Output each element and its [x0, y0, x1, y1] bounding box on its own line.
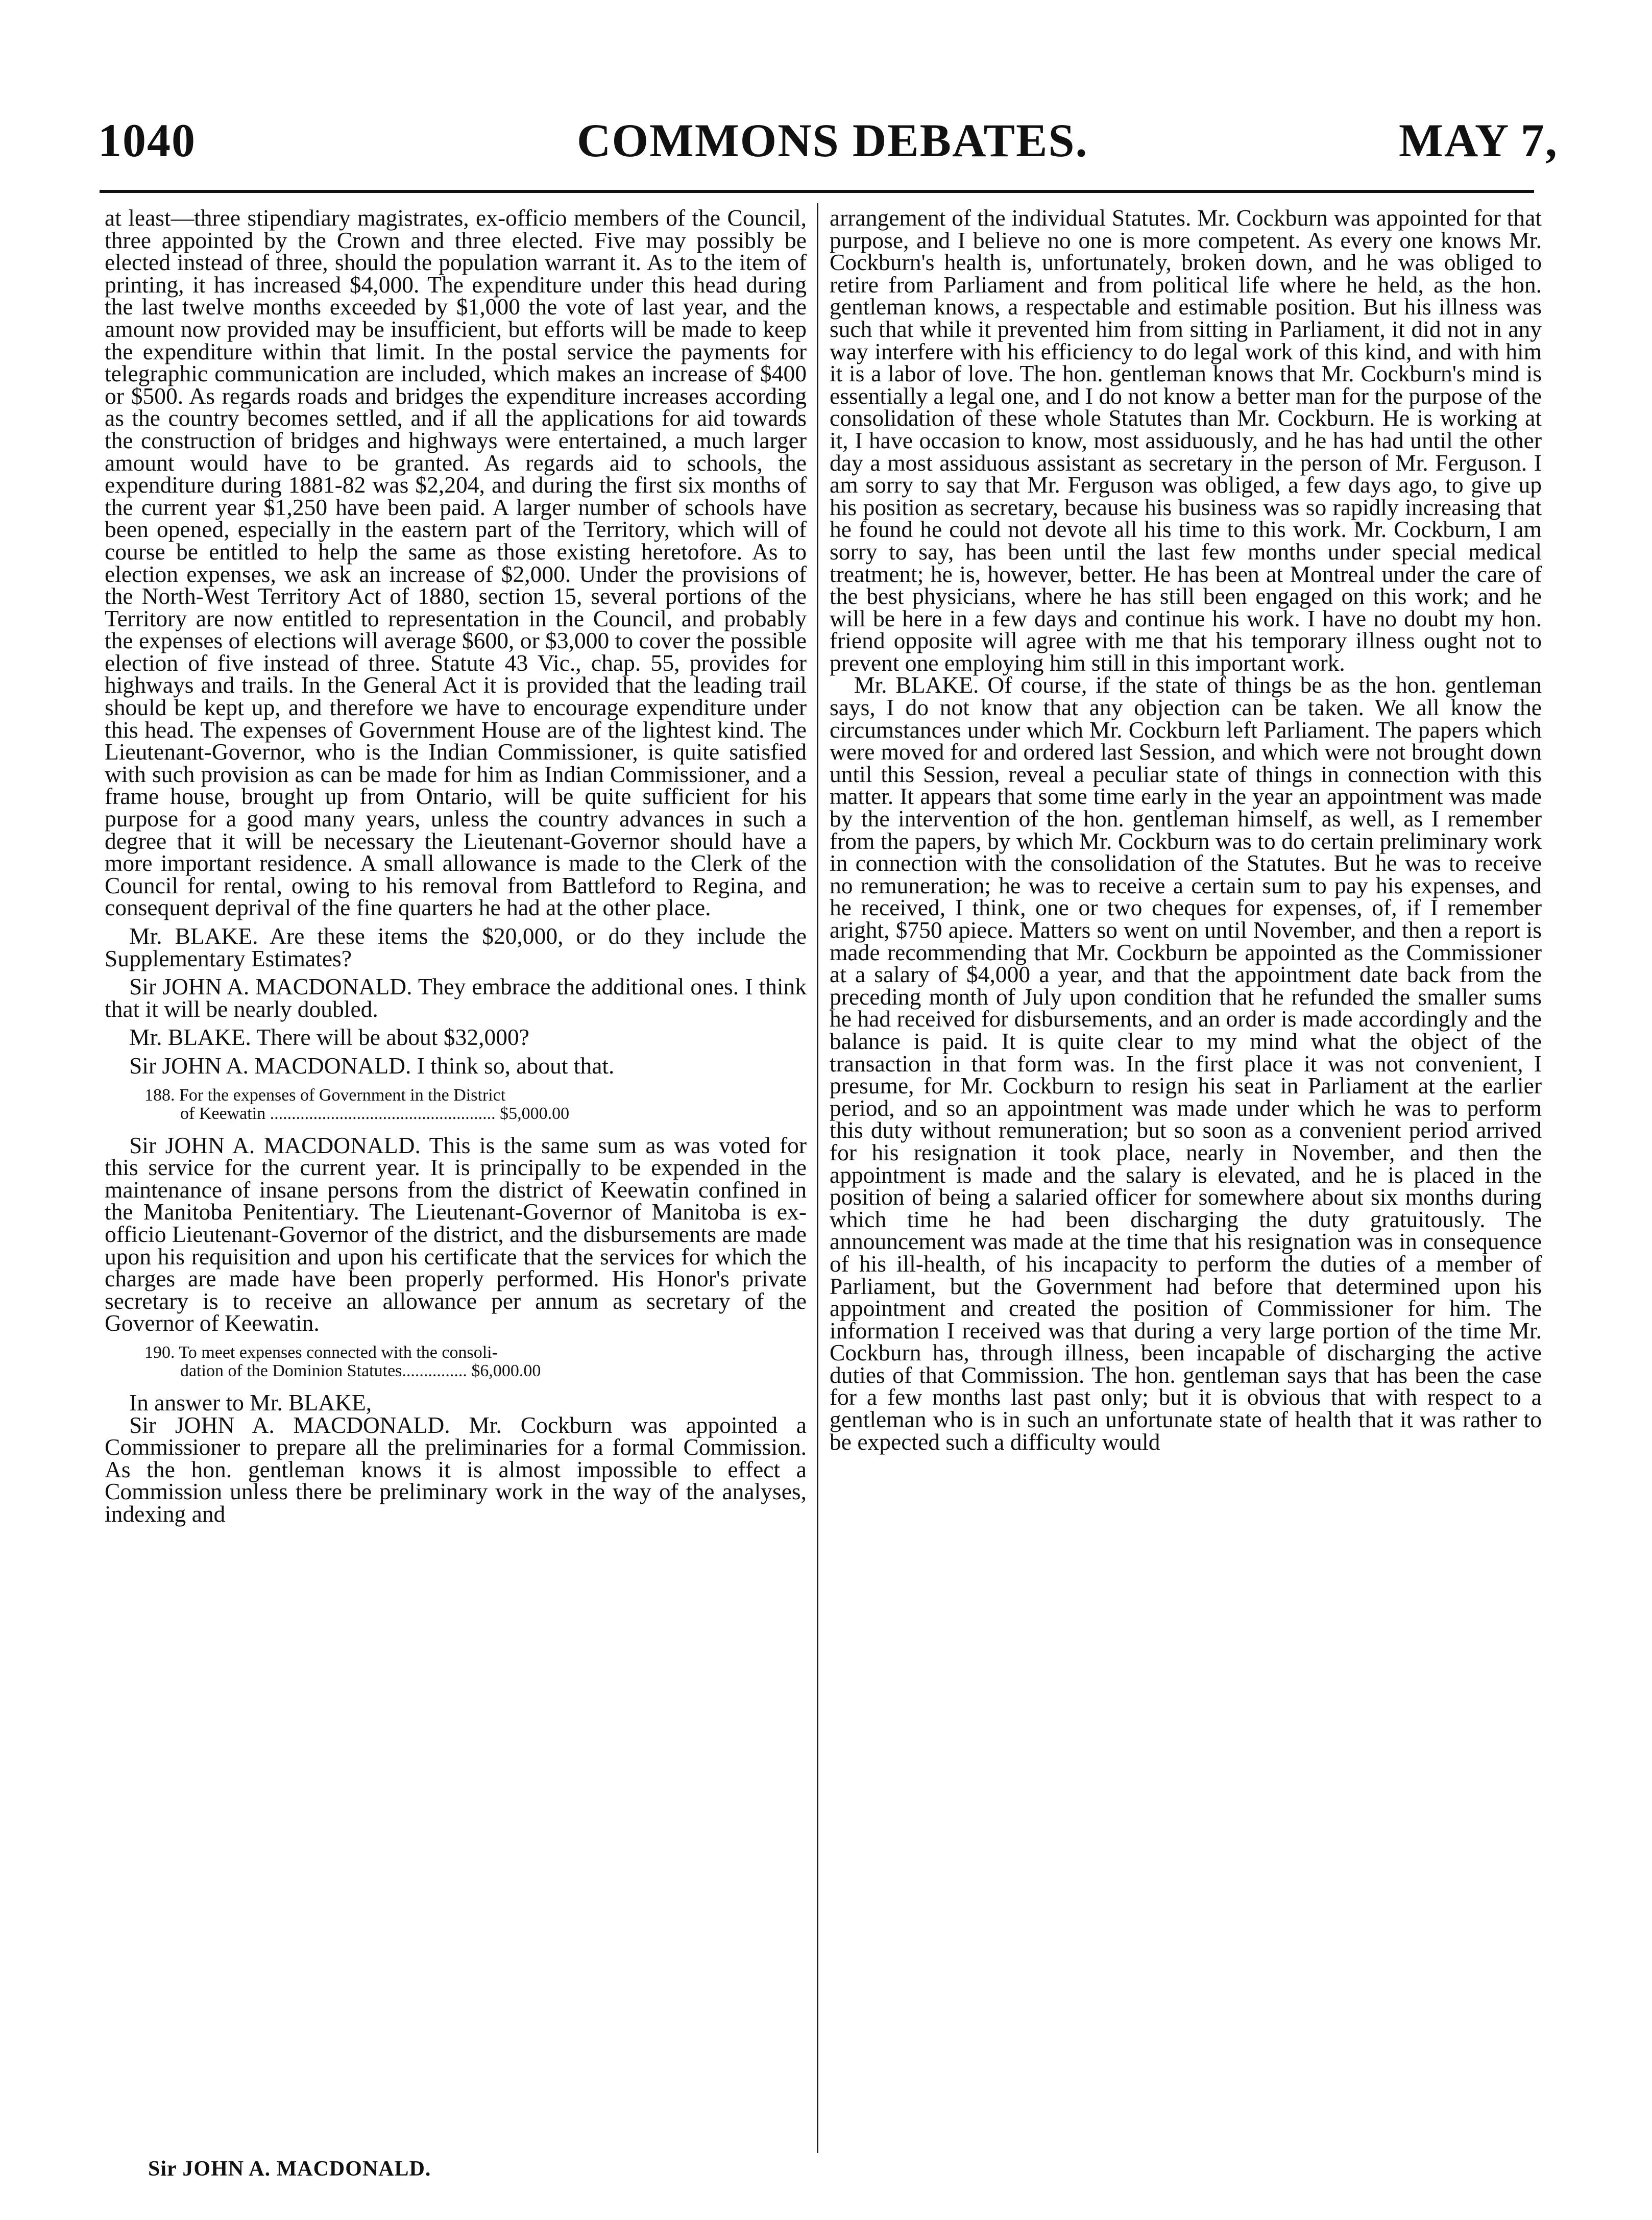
paragraph: Sir JOHN A. MACDONALD. Mr. Cockburn was appointed a Commissioner to prepare all the preliminaries for a formal Commission. As the hon. gentleman knows it is almost impossible to effect a Commission unless there be preliminary work in the way of the analyses, indexing and: [105, 1411, 807, 1527]
estimate-item-continuation: dation of the Dominion Statutes............... $6,000.00: [180, 1361, 541, 1380]
paragraph: arrangement of the individual Statutes. Mr. Cockburn was appointed for that purpose, and I believe no one is more competent. As every one knows Mr. Cockburn's health is, unfortunately, broken down, and he was obliged to retire from Parliament and from political life where he held, as the hon. gentleman knows, a respectable and estimable position. But his illness was such that while it prevented him from sitting in Parliament, it did not in any way interfere with his efficiency to do legal work of this kind, and with him it is a labor of love. The hon. gentleman knows that Mr. Cockburn's mind is essentially a legal one, and I do not know a better man for the purpose of the consolidation of these whole Statutes than Mr. Cockburn. He is working at it, I have occasion to know, most assiduously, and he has had until the other day a most assiduous assistant as secretary in the person of Mr. Ferguson. I am sorry to say that Mr. Ferguson was obliged, a few days ago, to give up his position as secretary, because his business was so rapidly increasing that he found he could not devote all his time to this work. Mr. Cockburn, I am sorry to say, has been until the last few months under special medical treatment; he is, however, better. He has been at Montreal under the care of the best physicians, where he has still been engaged on this work; and he will be here in a few days and continue his work. I have no doubt my hon. friend opposite will agree with me that his temporary illness ought not to prevent one employing him still in this important work.: [830, 205, 1542, 676]
running-footer-name: Sir JOHN A. MACDONALD.: [148, 2157, 431, 2181]
paragraph: at least—three stipendiary magistrates, ex-officio members of the Council, three appointed by the Crown and three elected. Five may possibly be elected instead of three, should the population warrant it. As to the item of printing, it has increased $4,000. The expenditure under this head during the last twelve months exceeded by $1,000 the vote of last year, and the amount now provided may be insufficient, but efforts will be made to keep the expenditure within that limit. In the postal service the payments for telegraphic communication are included, which makes an increase of $400 or $500. As regards roads and bridges the expenditure increases according as the country becomes settled, and if all the applications for aid towards the construction of bridges and highways were entertained, a much larger amount would have to be granted. As regards aid to schools, the expenditure during 1881-82 was $2,204, and during the first six months of the current year $1,250 have been paid. A larger number of schools have been opened, especially in the eastern part of the Territory, which will of course be entitled to help the same as those existing heretofore. As to election expenses, we ask an increase of $2,000. Under the provisions of the North-West Territory Act of 1880, section 15, several portions of the Territory are now entitled to representation in the Council, and probably the expenses of elections will average $600, or $3,000 to cover the possible election of five instead of three. Statute 43 Vic., chap. 55, provides for highways and trails. In the General Act it is provided that the leading trail should be kept up, and therefore we have to encourage expenditure under this head. The expenses of Government House are of the lightest kind. The Lieutenant-Governor, who is the Indian Commissioner, is quite satisfied with such provision as can be made for him as Indian Commissioner, and a frame house, brought up from Ontario, will be quite sufficient for his purpose for a good many years, unless the country advances in such a degree that it will be necessary the Lieutenant-Governor should have a more important residence. A small allowance is made to the Clerk of the Council for rental, owing to his removal from Battleford to Regina, and consequent deprival of the fine quarters he had at the other place.: [105, 205, 807, 921]
estimate-amount: $6,000.00: [471, 1361, 541, 1380]
paragraph: In answer to Mr. BLAKE,: [129, 1389, 372, 1416]
estimate-amount: $5,000.00: [500, 1104, 570, 1123]
page-date: MAY 7,: [1399, 114, 1558, 166]
header-rule: [100, 190, 1534, 193]
paragraph: Sir JOHN A. MACDONALD. They embrace the additional ones. I think that it will be nearly doubled.: [105, 973, 807, 1022]
estimate-item-190: [105, 1344, 807, 1380]
right-column: [830, 207, 1542, 1453]
estimate-item-188: [105, 1086, 807, 1123]
paragraph: Sir JOHN A. MACDONALD. I think so, about that.: [129, 1052, 615, 1079]
left-column: [105, 207, 807, 1525]
paragraph: Mr. BLAKE. Of course, if the state of things be as the hon. gentleman says, I do not know that any objection can be taken. We all know the circumstances under which Mr. Cockburn left Parliament. The papers which were moved for and ordered last Session, and which were not brought down until this Session, reveal a peculiar state of things in connection with this matter. It appears that some time early in the year an appointment was made by the intervention of the hon. gentleman himself, as well, as I remember from the papers, by which Mr. Cockburn was to do certain preliminary work in connection with the consolidation of the Statutes. But he was to receive no remuneration; he was to receive a certain sum to pay his expenses, and he received, I think, one or two cheques for expenses, of, if I remember aright, $750 apiece. Matters so went on until November, and then a report is made recommending that Mr. Cockburn be appointed as the Commissioner at a salary of $4,000 a year, and that the appointment date back from the preceding month of July upon condition that he refunded the smaller sums he had received for disbursements, and an order is made accordingly and the balance is paid. It is quite clear to my mind what the object of the transaction in that form was. In the first place it was not convenient, I presume, for Mr. Cockburn to resign his seat in Parliament at the earlier period, and so an appointment was made under which he was to perform this duty without remuneration; but so soon as a convenient period arrived for his resignation it took place, nearly in November, and then the appointment is made and the salary is elevated, and he is placed in the position of being a salaried officer for somewhere about six months during which time he had been discharging the duty gratuitously. The announcement was made at the time that his resignation was in consequence of his ill-health, of his incapacity to perform the duties of a member of Parliament, but the Government had before that determined upon his appointment and created the position of Commissioner for him. The information I received was that during a very large portion of the time Mr. Cockburn has, through illness, been incapable of discharging the active duties of that Commission. The hon. gentleman says that has been the case for a few months last past only; but it is obvious that with respect to a gentleman who is in such an unfortunate state of health that it was rather to be expected such a difficulty would: [830, 672, 1542, 1455]
estimate-item-text: 188. For the expenses of Government in the District: [144, 1085, 506, 1105]
page-number: 1040: [98, 114, 196, 166]
paragraph: Mr. BLAKE. There will be about $32,000?: [129, 1024, 529, 1051]
paragraph: Sir JOHN A. MACDONALD. This is the same sum as was voted for this service for the current year. It is principally to be expended in the maintenance of insane persons from the district of Keewatin confined in the Manitoba Penitentiary. The Lieutenant-Governor of Manitoba is ex-officio Lieutenant-Governor of the district, and the disbursements are made upon his requisition and upon his certificate that the services for which the charges are made have been properly performed. His Honor's private secretary is to receive an allowance per annum as secretary of the Governor of Keewatin.: [105, 1132, 807, 1336]
estimate-item-continuation: of Keewatin .................................................... $5,000.00: [180, 1104, 570, 1123]
estimate-item-text: 190. To meet expenses connected with the consoli-: [144, 1343, 498, 1362]
paragraph: Mr. BLAKE. Are these items the $20,000, or do they include the Supplementary Estimates?: [105, 923, 807, 971]
page-title: COMMONS DEBATES.: [577, 114, 1088, 166]
column-divider: [817, 203, 818, 2153]
